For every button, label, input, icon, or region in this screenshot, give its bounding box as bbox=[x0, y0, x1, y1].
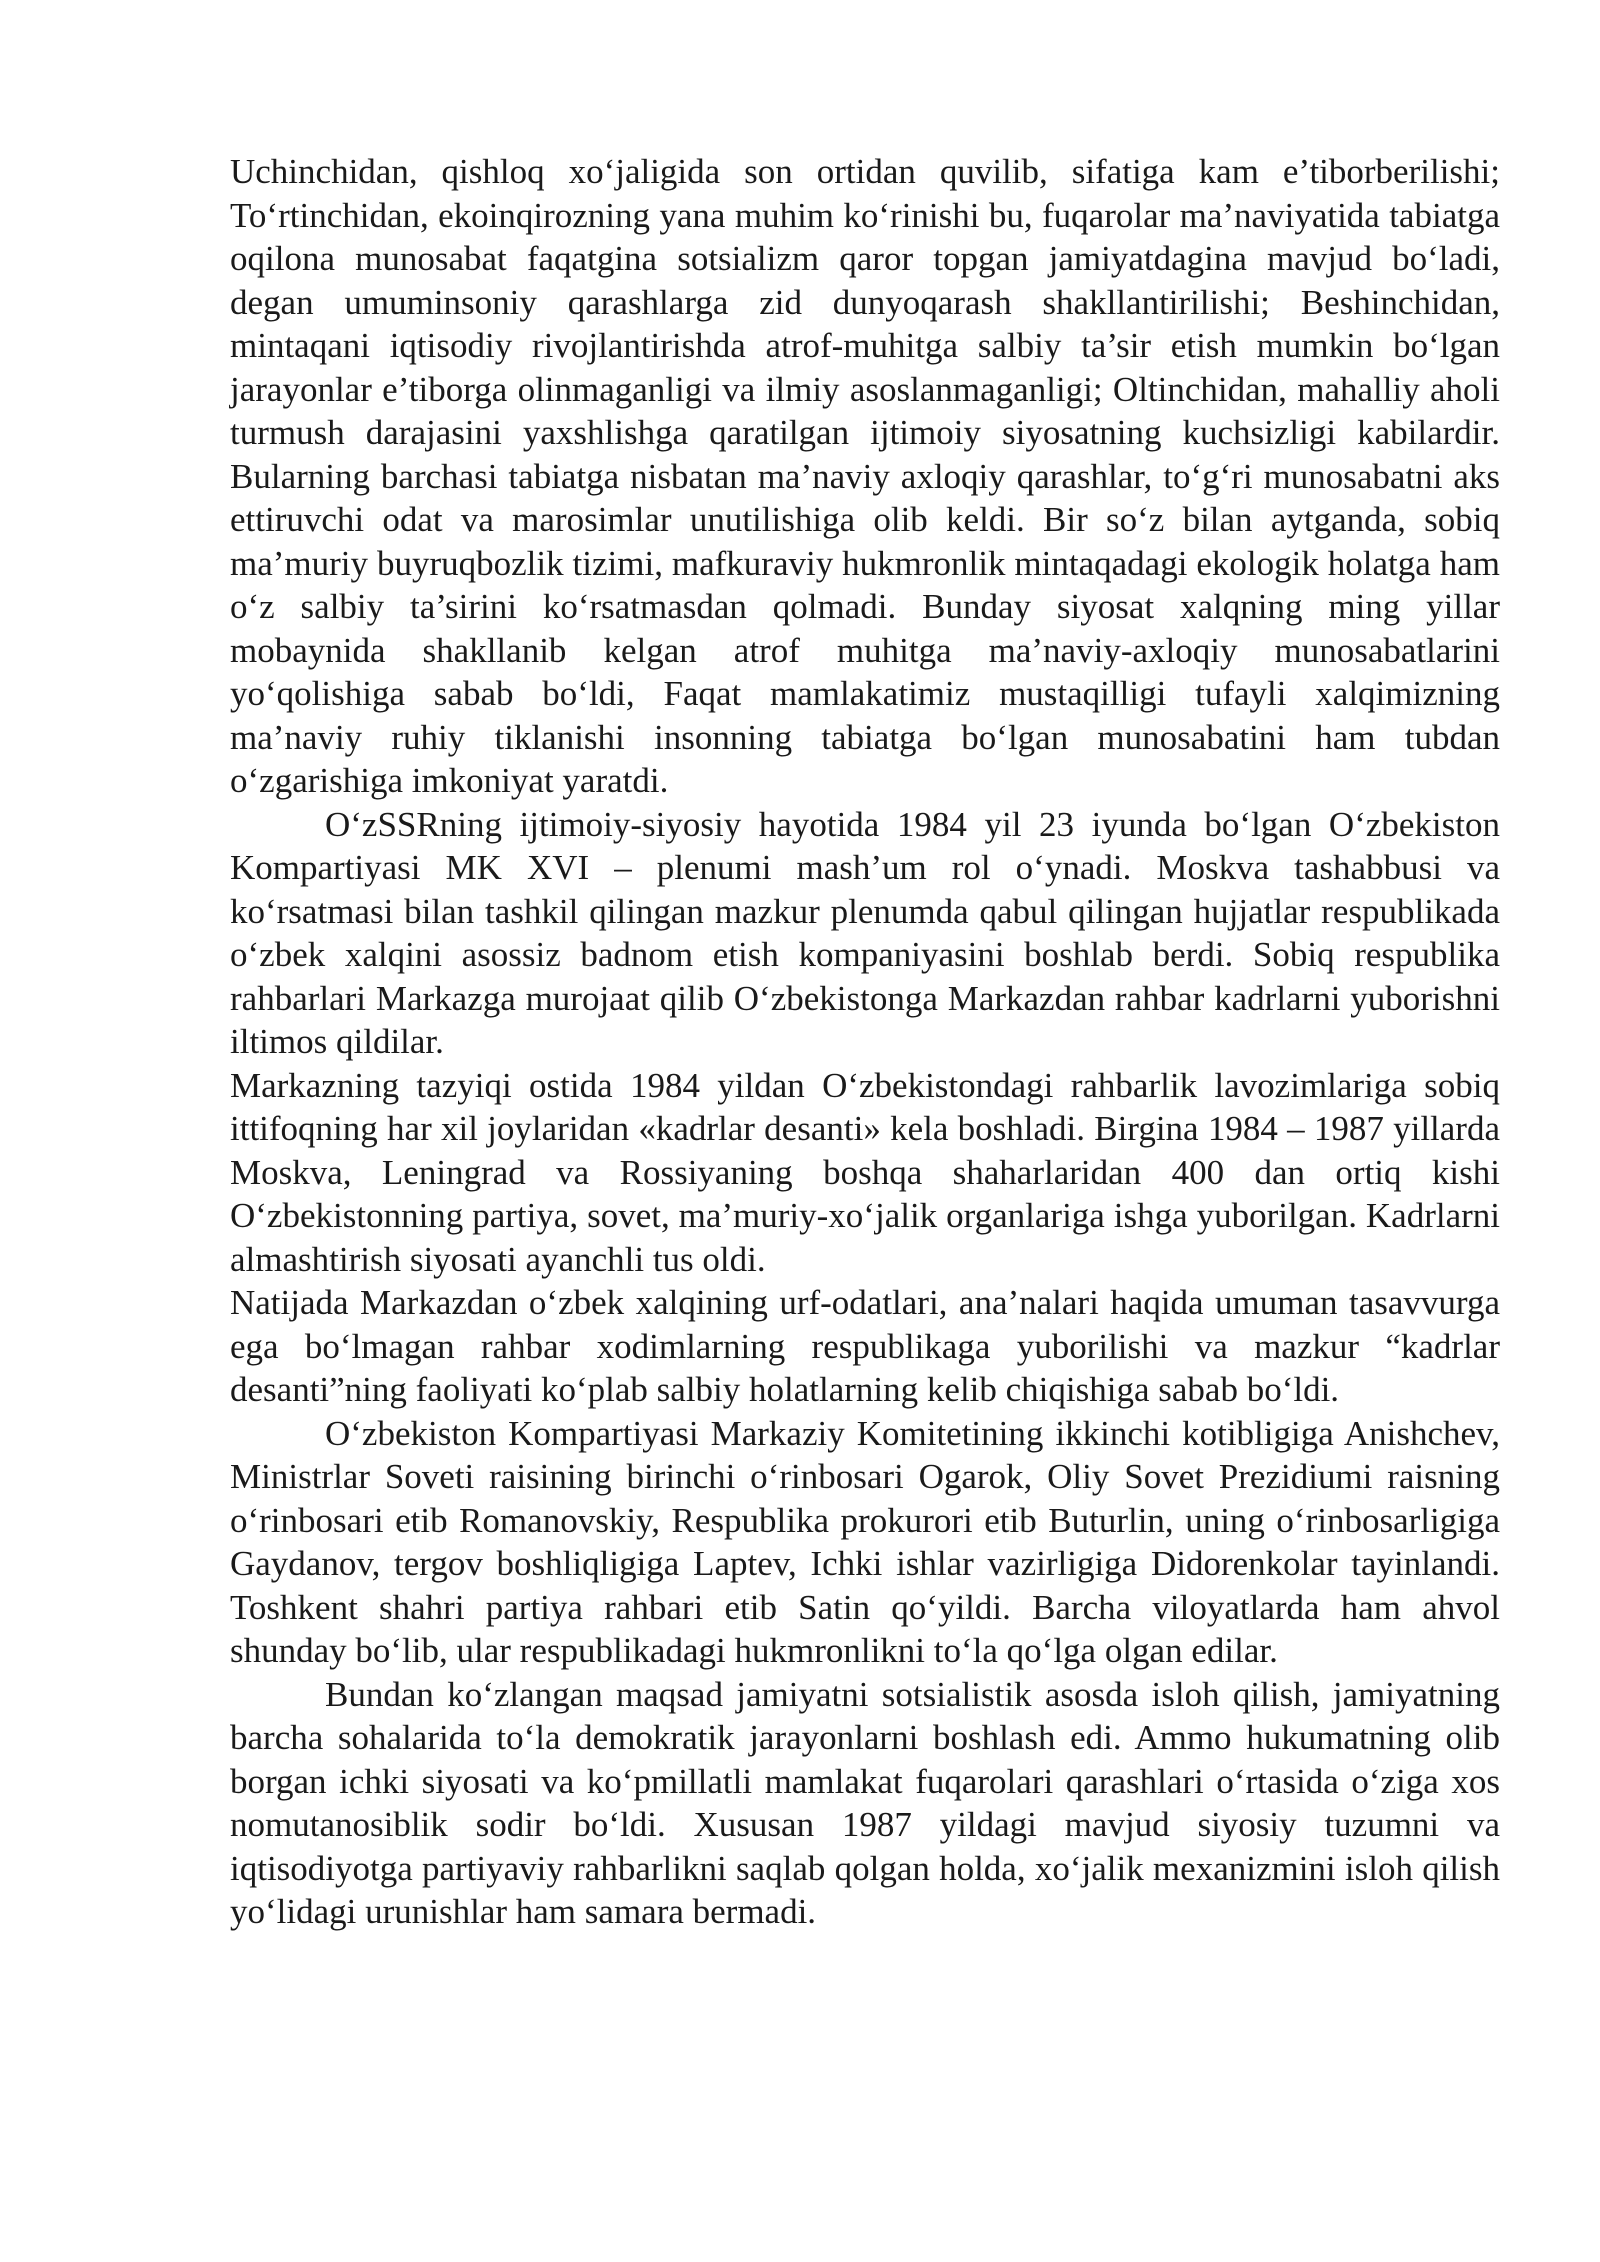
document-page bbox=[230, 150, 1500, 1934]
paragraph: O‘zbekiston Kompartiyasi Markaziy Komitetining ikkinchi kotibligiga Anishchev, Ministrlar Soveti raisining birinchi o‘rinbosari Ogarok, Oliy Sovet Prezidiumi raisning o‘rinbosari etib Romanovskiy, Respublika prokurori etib Buturlin, uning o‘rinbosarligiga Gaydanov, tergov boshliqligiga Laptev, Ichki ishlar vazirligiga Didorenkolar tayinlandi. Toshkent shahri partiya rahbari etib Satin qo‘yildi. Barcha viloyatlarda ham ahvol shunday bo‘lib, ular respublikadagi hukmronlikni to‘la qo‘lga olgan edilar. bbox=[230, 1413, 1500, 1670]
paragraph: O‘zSSRning ijtimoiy-siyosiy hayotida 1984 yil 23 iyunda bo‘lgan O‘zbekiston Kompartiyasi MK XVI – plenumi mash’um rol o‘ynadi. Moskva tashabbusi va ko‘rsatmasi bilan tashkil qilingan mazkur plenumda qabul qilingan hujjatlar respublikada o‘zbek xalqini asossiz badnom etish kompaniyasini boshlab berdi. Sobiq respublika rahbarlari Markazga murojaat qilib O‘zbekistonga Markazdan rahbar kadrlarni yuborishni iltimos qildilar. bbox=[230, 804, 1500, 1061]
paragraph: Uchinchidan, qishloq xo‘jaligida son ortidan quvilib, sifatiga kam e’tiborberilishi; To‘rtinchidan, ekoinqirozning yana muhim ko‘rinishi bu, fuqarolar ma’naviyatida tabiatga oqilona munosabat faqatgina sotsializm qaror topgan jamiyatdagina mavjud bo‘ladi, degan umuminsoniy qarashlarga zid dunyoqarash shakllantirilishi; Beshinchidan, mintaqani iqtisodiy rivojlantirishda atrof-muhitga salbiy ta’sir etish mumkin bo‘lgan jarayonlar e’tiborga olinmaganligi va ilmiy asoslanmaganligi; Oltinchidan, mahalliy aholi turmush darajasini yaxshlishga qaratilgan ijtimoiy siyosatning kuchsizligi kabilardir. Bularning barchasi tabiatga nisbatan ma’naviy axloqiy qarashlar, to‘g‘ri munosabatni aks ettiruvchi odat va marosimlar unutilishiga olib keldi. Bir so‘z bilan aytganda, sobiq ma’muriy buyruqbozlik tizimi, mafkuraviy hukmronlik mintaqadagi ekologik holatga ham o‘z salbiy ta’sirini ko‘rsatmasdan qolmadi. Bunday siyosat xalqning ming yillar mobaynida shakllanib kelgan atrof muhitga ma’naviy-axloqiy munosabatlarini yo‘qolishiga sabab bo‘ldi, Faqat mamlakatimiz mustaqilligi tufayli xalqimizning ma’naviy ruhiy tiklanishi insonning tabiatga bo‘lgan munosabatini ham tubdan o‘zgarishiga imkoniyat yaratdi. bbox=[230, 152, 1500, 800]
paragraph: Markazning tazyiqi ostida 1984 yildan O‘zbekistondagi rahbarlik lavozimlariga sobiq ittifoqning har xil joylaridan «kadrlar desanti» kela boshladi. Birgina 1984 – 1987 yillarda Moskva, Leningrad va Rossiyaning boshqa shaharlaridan 400 dan ortiq kishi O‘zbekistonning partiya, sovet, ma’muriy-xo‘jalik organlariga ishga yuborilgan. Kadrlarni almashtirish siyosati ayanchli tus oldi. bbox=[230, 1065, 1500, 1279]
paragraph: Natijada Markazdan o‘zbek xalqining urf-odatlari, ana’nalari haqida umuman tasavvurga ega bo‘lmagan rahbar xodimlarning respublikaga yuborilishi va mazkur “kadrlar desanti”ning faoliyati ko‘plab salbiy holatlarning kelib chiqishiga sabab bo‘ldi. bbox=[230, 1283, 1500, 1409]
paragraph: Bundan ko‘zlangan maqsad jamiyatni sotsialistik asosda isloh qilish, jamiyatning barcha sohalarida to‘la demokratik jarayonlarni boshlash edi. Ammo hukumatning olib borgan ichki siyosati va ko‘pmillatli mamlakat fuqarolari qarashlari o‘rtasida o‘ziga xos nomutanosiblik sodir bo‘ldi. Xususan 1987 yildagi mavjud siyosiy tuzumni va iqtisodiyotga partiyaviy rahbarlikni saqlab qolgan holda, xo‘jalik mexanizmini isloh qilish yo‘lidagi urunishlar ham samara bermadi. bbox=[230, 1674, 1500, 1931]
